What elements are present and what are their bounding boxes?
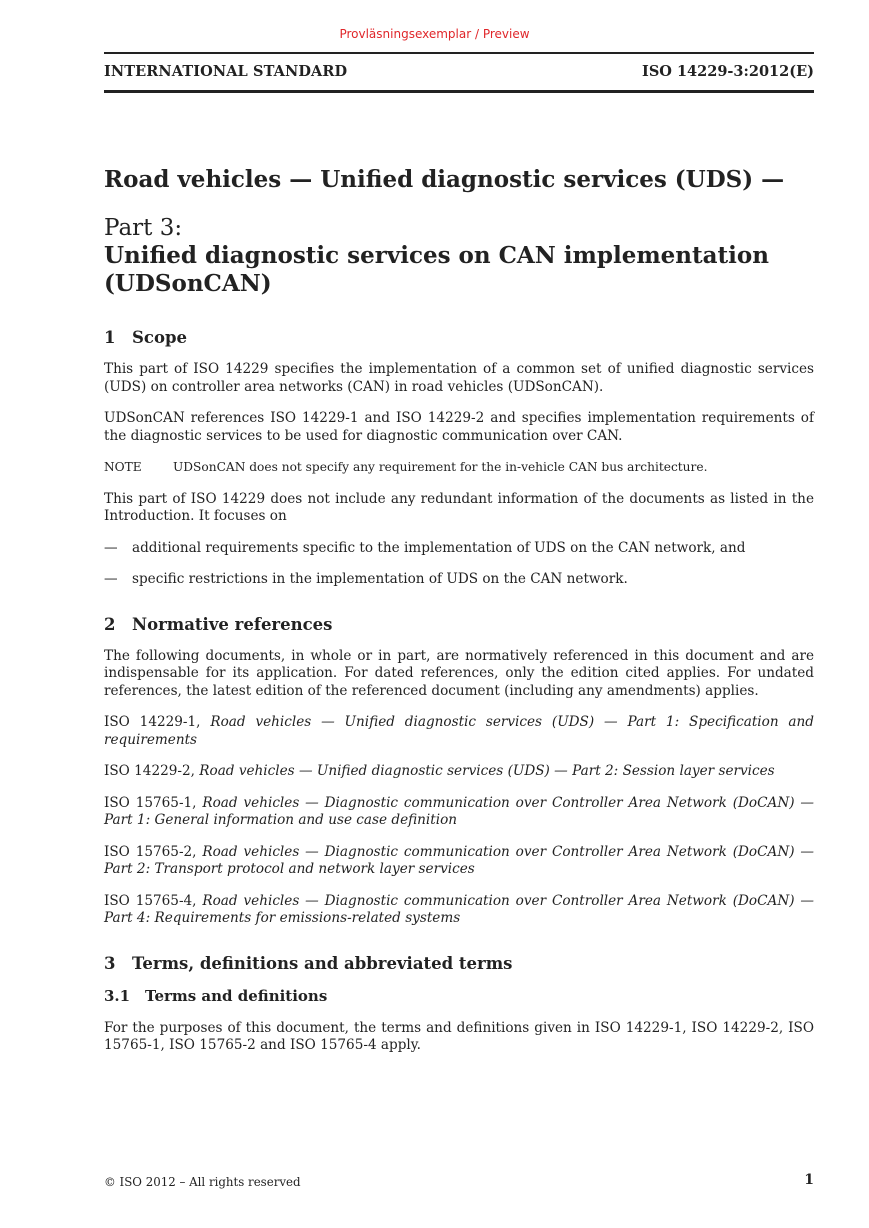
reference-id: ISO 15765-4, [104, 892, 203, 909]
paragraph: UDSonCAN references ISO 14229-1 and ISO 14229-2 and specifies implementation requirements of the diagnostic services to be used for diagnostic communication over CAN. [104, 410, 814, 444]
subsection-title: Terms and definitions [145, 986, 328, 1005]
reference-title: Road vehicles — Diagnostic communication over Controller Area Network (DoCAN) — Part 4: Requirements for emissions-related systems [104, 892, 814, 926]
subsection-3-1-heading [104, 987, 814, 1006]
section-number: 3 [104, 953, 116, 973]
reference-title: Road vehicles — Unified diagnostic services (UDS) — Part 1: Specification and requirements [104, 714, 814, 748]
header-rule-top [104, 52, 814, 54]
section-title: Terms, definitions and abbreviated terms [132, 953, 513, 973]
section-3-heading [104, 954, 814, 974]
reference-title: Road vehicles — Diagnostic communication over Controller Area Network (DoCAN) — Part 1: General information and use case definition [104, 794, 814, 828]
page-number: 1 [804, 1172, 814, 1188]
document-title: Road vehicles — Unified diagnostic services (UDS) — [104, 166, 785, 193]
paragraph: For the purposes of this document, the terms and definitions given in ISO 14229-1, ISO 14229-2, ISO 15765-1, ISO 15765-2 and ISO 15765-4 apply. [104, 1019, 814, 1053]
document-body [104, 166, 814, 1069]
section-number: 1 [104, 328, 116, 347]
section-number: 2 [104, 614, 116, 634]
reference-title: Road vehicles — Unified diagnostic services (UDS) — Part 2: Session layer services [199, 763, 775, 779]
list-item-text: additional requirements specific to the implementation of UDS on the CAN network, and [132, 539, 746, 556]
header-rule-bottom [104, 90, 814, 93]
list-item-text: specific restrictions in the implementation of UDS on the CAN network. [132, 571, 628, 587]
list-item [104, 571, 814, 589]
footer-copyright: © ISO 2012 – All rights reserved [104, 1175, 301, 1189]
document-part-label: Part 3: [104, 215, 183, 241]
reference-id: ISO 14229-1, [104, 714, 211, 730]
reference-item [104, 844, 814, 879]
section-title: Scope [132, 328, 188, 347]
preview-banner: Provläsningsexemplar / Preview [339, 27, 530, 41]
section-1-heading [104, 328, 814, 348]
note-text: UDSonCAN does not specify any requirement for the in-vehicle CAN bus architecture. [173, 460, 708, 474]
reference-item [104, 893, 814, 928]
subsection-number: 3.1 [104, 986, 131, 1005]
reference-id: ISO 14229-2, [104, 763, 200, 779]
list-item [104, 540, 814, 558]
header-doc-number: ISO 14229-3:2012(E) [642, 63, 814, 80]
section-2-heading [104, 615, 814, 635]
header-doc-type: INTERNATIONAL STANDARD [104, 63, 348, 80]
reference-item [104, 795, 814, 830]
reference-id: ISO 15765-2, [104, 843, 203, 860]
note [104, 459, 814, 477]
section-title: Normative references [132, 614, 333, 634]
note-label: NOTE [104, 460, 142, 474]
reference-id: ISO 15765-1, [104, 794, 203, 811]
dash-marker: — [104, 539, 118, 556]
paragraph: The following documents, in whole or in part, are normatively referenced in this document and are indispensable for its application. For dated references, only the edition cited applies. For undated references, the latest edition of the referenced document (including any amendments) applies. [104, 647, 814, 699]
paragraph: This part of ISO 14229 specifies the implementation of a common set of unified diagnostic services (UDS) on controller area networks (CAN) in road vehicles (UDSonCAN). [104, 361, 814, 395]
paragraph: This part of ISO 14229 does not include any redundant information of the documents as listed in the Introduction. It focuses on [104, 490, 814, 524]
reference-title: Road vehicles — Diagnostic communication over Controller Area Network (DoCAN) — Part 2: Transport protocol and network layer services [104, 843, 814, 877]
dash-marker: — [104, 571, 118, 587]
document-subtitle: Unified diagnostic services on CAN implementation (UDSonCAN) [104, 242, 769, 297]
reference-item [104, 714, 814, 749]
reference-item [104, 763, 814, 781]
